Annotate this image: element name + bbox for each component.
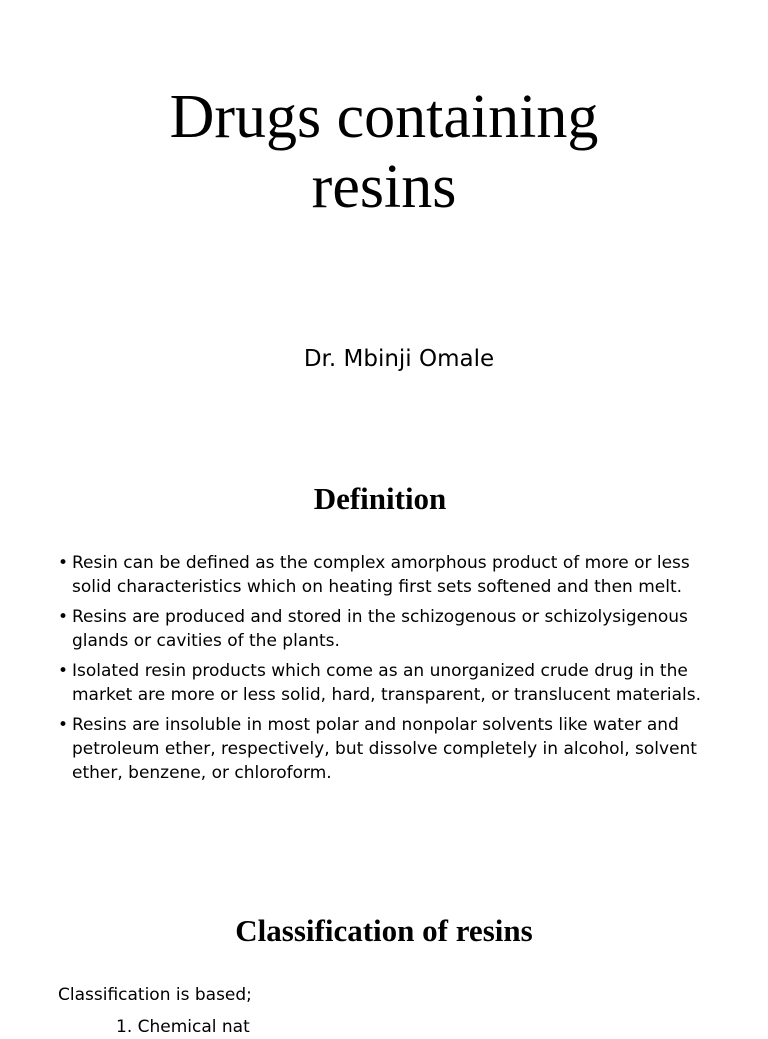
bullet-text: Resin can be defined as the complex amorphous product of more or less solid characteristics which on heating first sets softened and then melt. xyxy=(72,553,690,597)
bullet-dot-icon: • xyxy=(58,553,69,573)
author-name: Dr. Mbinji Omale xyxy=(303,346,495,372)
bullet-item xyxy=(58,713,730,785)
title-line-2: resins xyxy=(311,153,457,221)
bullet-item xyxy=(58,551,730,599)
definition-bullet-list xyxy=(58,551,730,791)
bullet-text: Isolated resin products which come as an unorganized crude drug in the market are more or less solid, hard, transparent, or translucent materials. xyxy=(72,661,702,705)
presentation-title xyxy=(0,82,768,222)
bullet-dot-icon: • xyxy=(58,661,69,681)
bullet-text: Resins are produced and stored in the schizogenous or schizolysigenous glands or cavities of the plants. xyxy=(72,607,688,651)
bullet-dot-icon: • xyxy=(58,715,69,735)
bullet-text: Resins are insoluble in most polar and nonpolar solvents like water and petroleum ether, respectively, but dissolve completely in alcohol, solvent ether, benzene, or chloroform. xyxy=(72,715,697,783)
classification-intro: Classification is based; xyxy=(58,985,252,1005)
bullet-dot-icon: • xyxy=(58,607,69,627)
bullet-item xyxy=(58,659,730,707)
bullet-item xyxy=(58,605,730,653)
classification-heading: Classification of resins xyxy=(235,913,533,948)
classification-item-1: 1. Chemical nat xyxy=(116,1017,250,1037)
title-line-1: Drugs containing xyxy=(169,83,599,151)
definition-heading: Definition xyxy=(313,481,447,516)
